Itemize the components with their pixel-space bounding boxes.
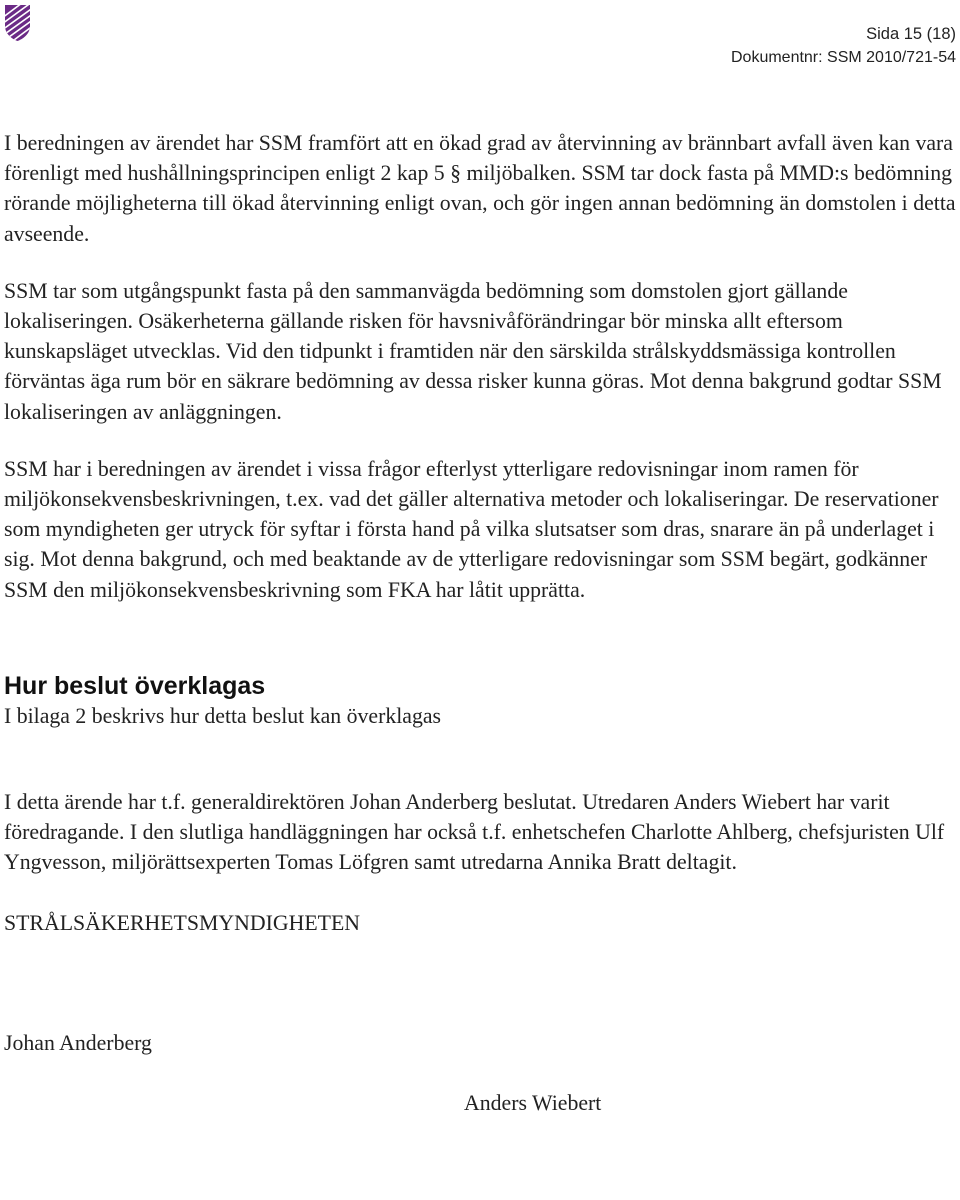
- signature-investigator: Anders Wiebert: [464, 1091, 602, 1116]
- page-number: Sida 15 (18): [866, 25, 956, 43]
- document-number: Dokumentnr: SSM 2010/721-54: [730, 49, 956, 66]
- paragraph-environmental-assessment: SSM har i beredningen av ärendet i vissa frågor efterlyst ytterligare redovisningar inom ramen för miljökonsekvensbeskrivningen, t.ex. vad det gäller alternativa metoder och lokaliseringar. De reservationer som myndigheten ger utryck för syftar i första hand på vilka slutsatser som dras, snarare än på underlaget i sig. Mot denna bakgrund, och med beaktande av de ytterligare redovisningar som SSM begärt, godkänner SSM den miljökonsekvensbeskrivning som FKA har låtit upprätta.: [4, 456, 939, 602]
- authority-name: STRÅLSÄKERHETSMYNDIGHETEN: [4, 910, 361, 935]
- ssm-logo-icon: [4, 4, 31, 42]
- paragraph-localization: SSM tar som utgångspunkt fasta på den sammanvägda bedömning som domstolen gjort gällande lokaliseringen. Osäkerheterna gällande risken för havsnivåförändringar bör minska allt eftersom kunskapsläget utvecklas. Vid den tidpunkt i framtiden när den särskilda strålskyddsmässiga kontrollen förväntas äga rum bör en säkrare bedömning av dessa risker kunna göras. Mot denna bakgrund godtar SSM lokaliseringen av anläggningen.: [4, 278, 942, 424]
- section-heading-appeal: Hur beslut överklagas: [4, 671, 266, 700]
- signature-director-general: Johan Anderberg: [4, 1030, 152, 1055]
- paragraph-recycling: I beredningen av ärendet har SSM framfört att en ökad grad av återvinning av brännbart avfall även kan vara förenligt med hushållningsprincipen enligt 2 kap 5 § miljöbalken. SSM tar dock fasta på MMD:s bedömning rörande möjligheterna till ökad återvinning enligt ovan, och gör ingen annan bedömning än domstolen i detta avseende.: [4, 131, 956, 246]
- document-body: [4, 128, 956, 1118]
- page-header: [731, 22, 956, 70]
- paragraph-decision-makers: I detta ärende har t.f. generaldirektören Johan Anderberg beslutat. Utredaren Anders Wiebert har varit föredragande. I den slutliga handläggningen har också t.f. enhetschefen Charlotte Ahlberg, chefsjuristen Ulf Yngvesson, miljörättsexperten Tomas Löfgren samt utredarna Annika Bratt deltagit.: [4, 790, 945, 875]
- paragraph-appeal-info: I bilaga 2 beskrivs hur detta beslut kan överklagas: [4, 703, 442, 728]
